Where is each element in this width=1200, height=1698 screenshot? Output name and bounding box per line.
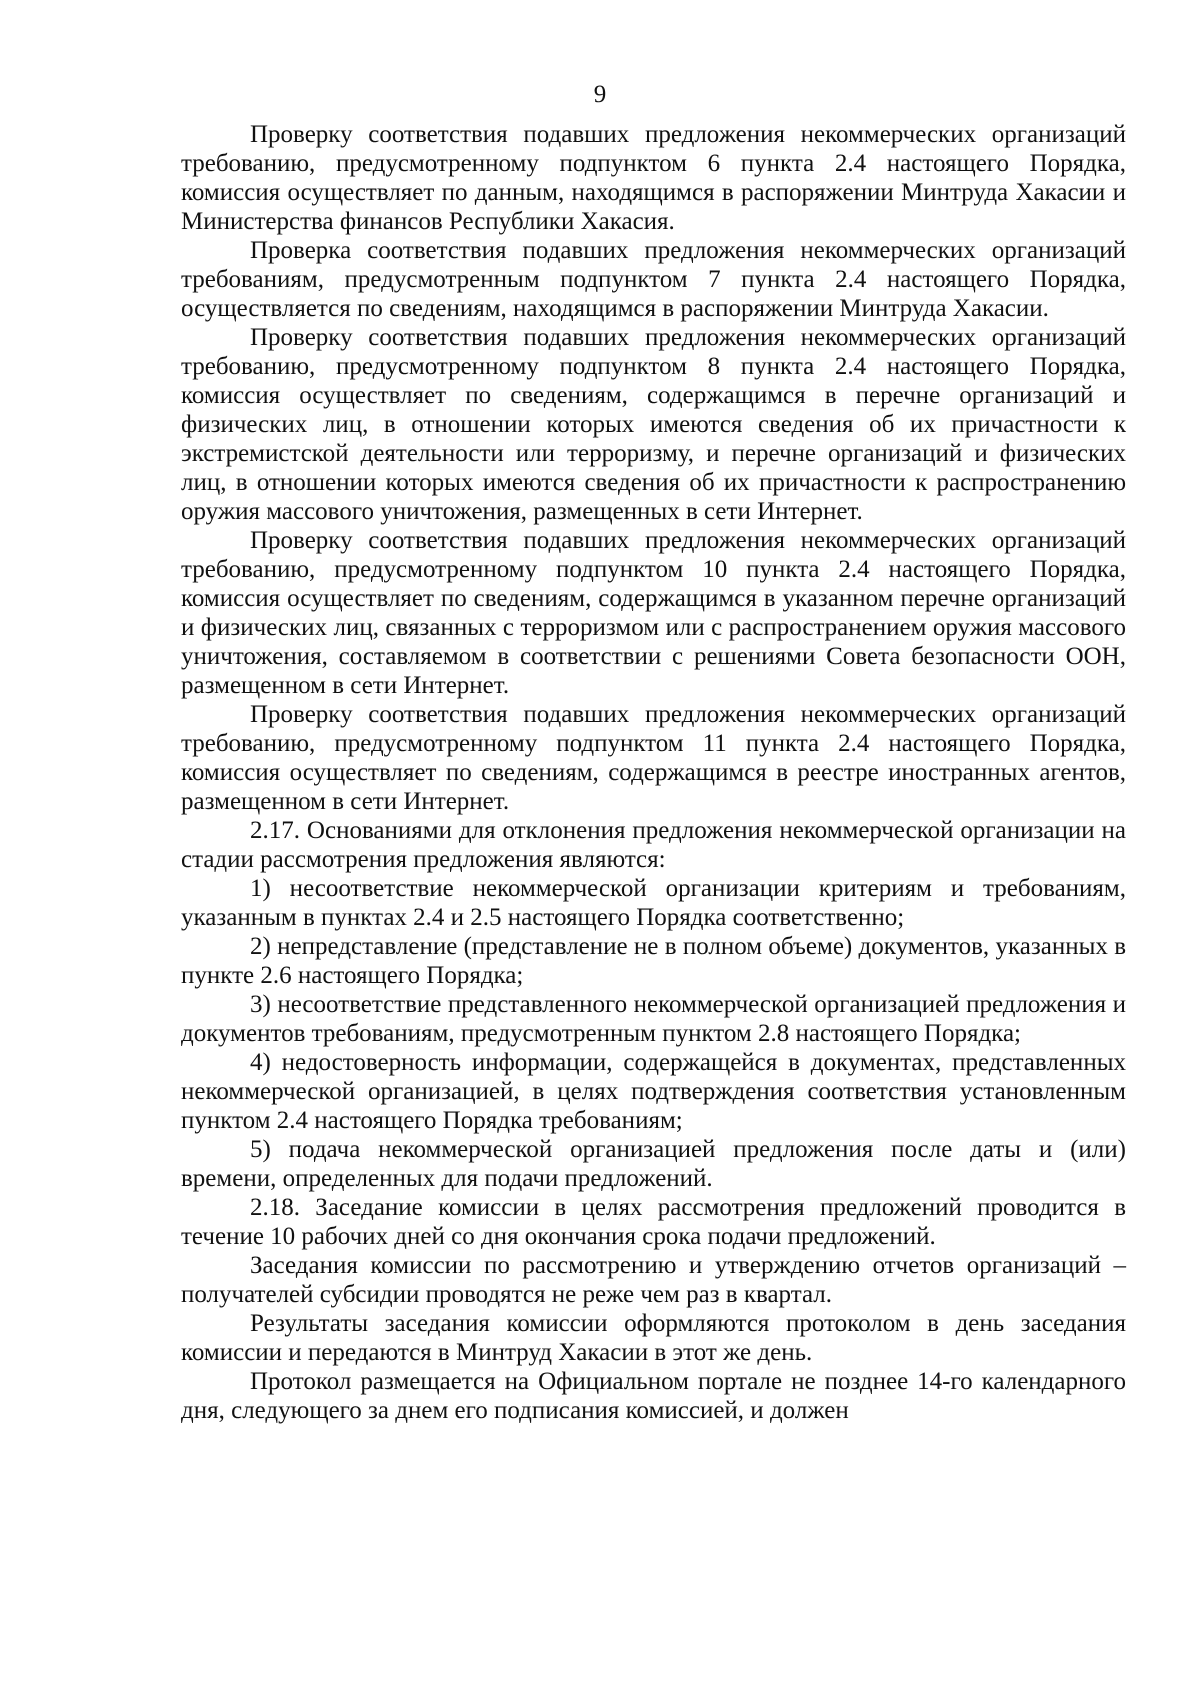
paragraph-check-subpoint-8: Проверку соответствия подавших предложения некоммерческих организаций требованию, предусмотренному подпунктом 8 пункта 2.4 настоящего Порядка, комиссия осуществляет по сведениям, содержащимся в перечне организаций и физических лиц, в отношении которых имеются сведения об их причастности к экстремистской деятельности или терроризму, и перечне организаций и физических лиц, в отношении которых имеются сведения об их причастности к распространению оружия массового уничтожения, размещенных в сети Интернет. bbox=[181, 324, 1126, 525]
document-body bbox=[181, 120, 1126, 1425]
paragraph-2-17-grounds: 2.17. Основаниями для отклонения предложения некоммерческой организации на стадии рассмотрения предложения являются: bbox=[181, 817, 1126, 873]
list-item-3: 3) несоответствие представленного некоммерческой организацией предложения и документов требованиям, предусмотренным пунктом 2.8 настоящего Порядка; bbox=[181, 991, 1126, 1047]
paragraph-2-18-meeting: 2.18. Заседание комиссии в целях рассмотрения предложений проводится в течение 10 рабочих дней со дня окончания срока подачи предложений. bbox=[181, 1194, 1126, 1250]
list-item-5: 5) подача некоммерческой организацией предложения после даты и (или) времени, определенных для подачи предложений. bbox=[181, 1136, 1126, 1192]
page-number: 9 bbox=[593, 81, 607, 108]
list-item-1: 1) несоответствие некоммерческой организации критериям и требованиям, указанным в пунктах 2.4 и 2.5 настоящего Порядка соответственно; bbox=[181, 875, 1126, 931]
paragraph-reports-meetings: Заседания комиссии по рассмотрению и утверждению отчетов организаций – получателей субсидии проводятся не реже чем раз в квартал. bbox=[181, 1252, 1126, 1308]
list-item-2: 2) непредставление (представление не в полном объеме) документов, указанных в пункте 2.6 настоящего Порядка; bbox=[181, 933, 1126, 989]
paragraph-protocol-publication: Протокол размещается на Официальном портале не позднее 14-го календарного дня, следующего за днем его подписания комиссией, и должен bbox=[181, 1368, 1126, 1424]
paragraph-check-subpoint-11: Проверку соответствия подавших предложения некоммерческих организаций требованию, предусмотренному подпунктом 11 пункта 2.4 настоящего Порядка, комиссия осуществляет по сведениям, содержащимся в реестре иностранных агентов, размещенном в сети Интернет. bbox=[181, 701, 1126, 815]
list-item-4: 4) недостоверность информации, содержащейся в документах, представленных некоммерческой организацией, в целях подтверждения соответствия установленным пунктом 2.4 настоящего Порядка требованиям; bbox=[181, 1049, 1126, 1134]
paragraph-meeting-results: Результаты заседания комиссии оформляются протоколом в день заседания комиссии и передаются в Минтруд Хакасии в этот же день. bbox=[181, 1310, 1126, 1366]
paragraph-check-subpoint-6: Проверку соответствия подавших предложения некоммерческих организаций требованию, предусмотренному подпунктом 6 пункта 2.4 настоящего Порядка, комиссия осуществляет по данным, находящимся в распоряжении Минтруда Хакасии и Министерства финансов Республики Хакасия. bbox=[181, 121, 1126, 235]
paragraph-check-subpoint-7: Проверка соответствия подавших предложения некоммерческих организаций требованиям, предусмотренным подпунктом 7 пункта 2.4 настоящего Порядка, осуществляется по сведениям, находящимся в распоряжении Минтруда Хакасии. bbox=[181, 237, 1126, 322]
paragraph-check-subpoint-10: Проверку соответствия подавших предложения некоммерческих организаций требованию, предусмотренному подпунктом 10 пункта 2.4 настоящего Порядка, комиссия осуществляет по сведениям, содержащимся в указанном перечне организаций и физических лиц, связанных с терроризмом или с распространением оружия массового уничтожения, составляемом в соответствии с решениями Совета безопасности ООН, размещенном в сети Интернет. bbox=[181, 527, 1126, 699]
